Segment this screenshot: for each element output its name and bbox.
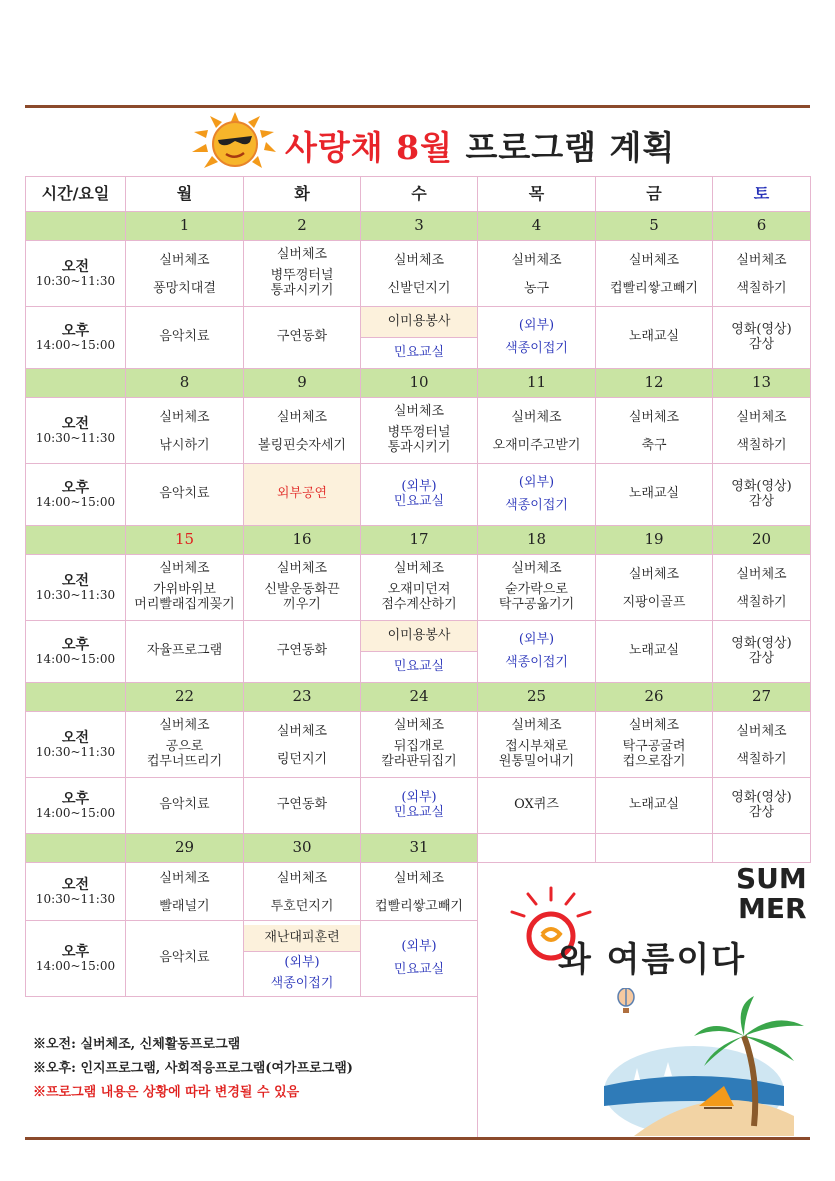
am-row: [26, 555, 811, 621]
weekday-header-row: [26, 177, 811, 212]
program-cell: (외부) 민요교실: [361, 464, 478, 526]
title-center-name: 사랑채: [285, 128, 384, 167]
pm-row: [26, 307, 811, 369]
program-cell: 재난대피훈련 (외부) 색종이접기: [244, 921, 361, 997]
date-cell: 22: [126, 683, 244, 712]
program-cell: 노래교실: [596, 307, 713, 369]
program-cell: 실버체조 투호던지기: [244, 863, 361, 921]
date-cell: 2: [244, 212, 361, 241]
date-cell: 31: [361, 834, 478, 863]
program-cell: 자율프로그램: [126, 621, 244, 683]
date-row: [26, 526, 811, 555]
pm-label: 오후 14:00~15:00: [26, 621, 126, 683]
program-cell: 구연동화: [244, 621, 361, 683]
program-cell: 실버체조 링던지기: [244, 712, 361, 778]
program-cell: 실버체조 볼링핀숫자세기: [244, 398, 361, 464]
program-cell: 영화(영상) 감상: [713, 778, 811, 834]
program-cell: 실버체조 병뚜껑터널 통과시키기: [361, 398, 478, 464]
program-cell: 음악치료: [126, 778, 244, 834]
pm-row: [26, 464, 811, 526]
program-cell: 외부공연: [244, 464, 361, 526]
pm-label: 오후 14:00~15:00: [26, 307, 126, 369]
program-cell: 이미용봉사 민요교실: [361, 307, 478, 369]
date-row-label: [26, 683, 126, 712]
date-row: [26, 212, 811, 241]
weekday-tue: 화: [244, 177, 361, 212]
time-day-corner: 시간/요일: [26, 177, 126, 212]
date-cell: 27: [713, 683, 811, 712]
date-cell: 13: [713, 369, 811, 398]
program-cell: 실버체조 뒤집개로 칼라판뒤집기: [361, 712, 478, 778]
date-row: [26, 369, 811, 398]
weekday-sat: 토: [713, 177, 811, 212]
pm-label: 오후 14:00~15:00: [26, 921, 126, 997]
pm-label: 오후 14:00~15:00: [26, 778, 126, 834]
date-cell: 18: [478, 526, 596, 555]
date-cell: 29: [126, 834, 244, 863]
weekday-wed: 수: [361, 177, 478, 212]
program-cell: 실버체조 색칠하기: [713, 555, 811, 621]
program-cell: 노래교실: [596, 778, 713, 834]
sun-with-sunglasses-icon: [190, 110, 280, 174]
date-cell: 11: [478, 369, 596, 398]
pm-label: 오후 14:00~15:00: [26, 464, 126, 526]
note-pm: ※오후: 인지프로그램, 사회적응프로그램(여가프로그램): [33, 1061, 353, 1076]
program-cell: 실버체조 퐁망치대결: [126, 241, 244, 307]
program-cell: 노래교실: [596, 464, 713, 526]
program-cell: 구연동화: [244, 778, 361, 834]
note-am: ※오전: 실버체조, 신체활동프로그램: [33, 1037, 241, 1052]
am-label: 오전 10:30~11:30: [26, 555, 126, 621]
date-row-label: [26, 369, 126, 398]
date-cell: 30: [244, 834, 361, 863]
date-cell: 10: [361, 369, 478, 398]
date-cell: 16: [244, 526, 361, 555]
date-cell: 17: [361, 526, 478, 555]
summer-word-bottom: MER: [738, 892, 807, 925]
summer-illustration: [478, 856, 810, 1136]
program-cell: 실버체조 가위바위보 머리빨래집게꽂기: [126, 555, 244, 621]
date-cell: 25: [478, 683, 596, 712]
weekday-thu: 목: [478, 177, 596, 212]
program-cell: (외부) 색종이접기: [478, 621, 596, 683]
pm-row: [26, 621, 811, 683]
program-cell: 실버체조 농구: [478, 241, 596, 307]
date-cell: 6: [713, 212, 811, 241]
date-row-label: [26, 834, 126, 863]
am-row: [26, 398, 811, 464]
program-cell: 실버체조 오재미주고받기: [478, 398, 596, 464]
program-cell: 실버체조 컵빨리쌓고빼기: [596, 241, 713, 307]
summer-word-top: SUM: [736, 862, 807, 895]
program-cell: 실버체조 접시부채로 원통밀어내기: [478, 712, 596, 778]
pm-row: [26, 778, 811, 834]
title-program-plan: 프로그램 계획: [465, 128, 676, 167]
am-label: 오전 10:30~11:30: [26, 241, 126, 307]
program-cell: 영화(영상) 감상: [713, 307, 811, 369]
note-change: ※프로그램 내용은 상황에 따라 변경될 수 있음: [33, 1085, 300, 1100]
program-cell: 실버체조 공으로 컵무너뜨리기: [126, 712, 244, 778]
page-title: [285, 122, 675, 169]
am-label: 오전 10:30~11:30: [26, 398, 126, 464]
beach-scene-icon: [604, 996, 810, 1136]
program-cell: 영화(영상) 감상: [713, 464, 811, 526]
program-cell: 실버체조 축구: [596, 398, 713, 464]
date-cell: 9: [244, 369, 361, 398]
program-cell: 음악치료: [126, 921, 244, 997]
date-cell: 20: [713, 526, 811, 555]
date-row: [26, 683, 811, 712]
date-cell: 24: [361, 683, 478, 712]
date-cell: 26: [596, 683, 713, 712]
date-cell: 19: [596, 526, 713, 555]
date-cell: 1: [126, 212, 244, 241]
program-cell: 노래교실: [596, 621, 713, 683]
date-row-label: [26, 212, 126, 241]
program-cell: 실버체조 숟가락으로 탁구공옮기기: [478, 555, 596, 621]
weekday-mon: 월: [126, 177, 244, 212]
program-cell: 실버체조 신발던지기: [361, 241, 478, 307]
program-cell: 음악치료: [126, 307, 244, 369]
date-cell: 4: [478, 212, 596, 241]
program-cell: 구연동화: [244, 307, 361, 369]
summer-slogan: 와 여름이다: [558, 940, 747, 980]
program-cell: 영화(영상) 감상: [713, 621, 811, 683]
program-cell: (외부) 색종이접기: [478, 464, 596, 526]
program-cell: 실버체조 지팡이골프: [596, 555, 713, 621]
program-cell: OX퀴즈: [478, 778, 596, 834]
program-cell: 이미용봉사 민요교실: [361, 621, 478, 683]
program-cell: (외부) 민요교실: [361, 778, 478, 834]
date-cell: 12: [596, 369, 713, 398]
program-cell: 실버체조 빨래널기: [126, 863, 244, 921]
program-cell: 실버체조 신발운동화끈 끼우기: [244, 555, 361, 621]
program-cell: 실버체조 색칠하기: [713, 712, 811, 778]
program-cell: 실버체조 컵빨리쌓고빼기: [361, 863, 478, 921]
am-row: [26, 241, 811, 307]
program-cell: 실버체조 낚시하기: [126, 398, 244, 464]
notes-area: [25, 993, 478, 1138]
weekday-fri: 금: [596, 177, 713, 212]
date-cell: 5: [596, 212, 713, 241]
program-cell: 실버체조 탁구공굴려 컵으로잡기: [596, 712, 713, 778]
program-cell: (외부) 색종이접기: [478, 307, 596, 369]
program-cell: 실버체조 병뚜껑터널 통과시키기: [244, 241, 361, 307]
am-label: 오전 10:30~11:30: [26, 863, 126, 921]
am-label: 오전 10:30~11:30: [26, 712, 126, 778]
header: [25, 108, 810, 176]
date-row-label: [26, 526, 126, 555]
am-row: [26, 712, 811, 778]
program-cell: (외부) 민요교실: [361, 921, 478, 997]
date-cell-holiday: 15: [126, 526, 244, 555]
date-cell: 3: [361, 212, 478, 241]
program-cell: 실버체조 색칠하기: [713, 241, 811, 307]
program-cell: 음악치료: [126, 464, 244, 526]
title-month: 8월: [396, 128, 453, 167]
program-cell: 실버체조 색칠하기: [713, 398, 811, 464]
date-cell: 23: [244, 683, 361, 712]
date-cell: 8: [126, 369, 244, 398]
bottom-rule: [25, 1137, 810, 1140]
program-cell: 실버체조 오재미던져 점수계산하기: [361, 555, 478, 621]
